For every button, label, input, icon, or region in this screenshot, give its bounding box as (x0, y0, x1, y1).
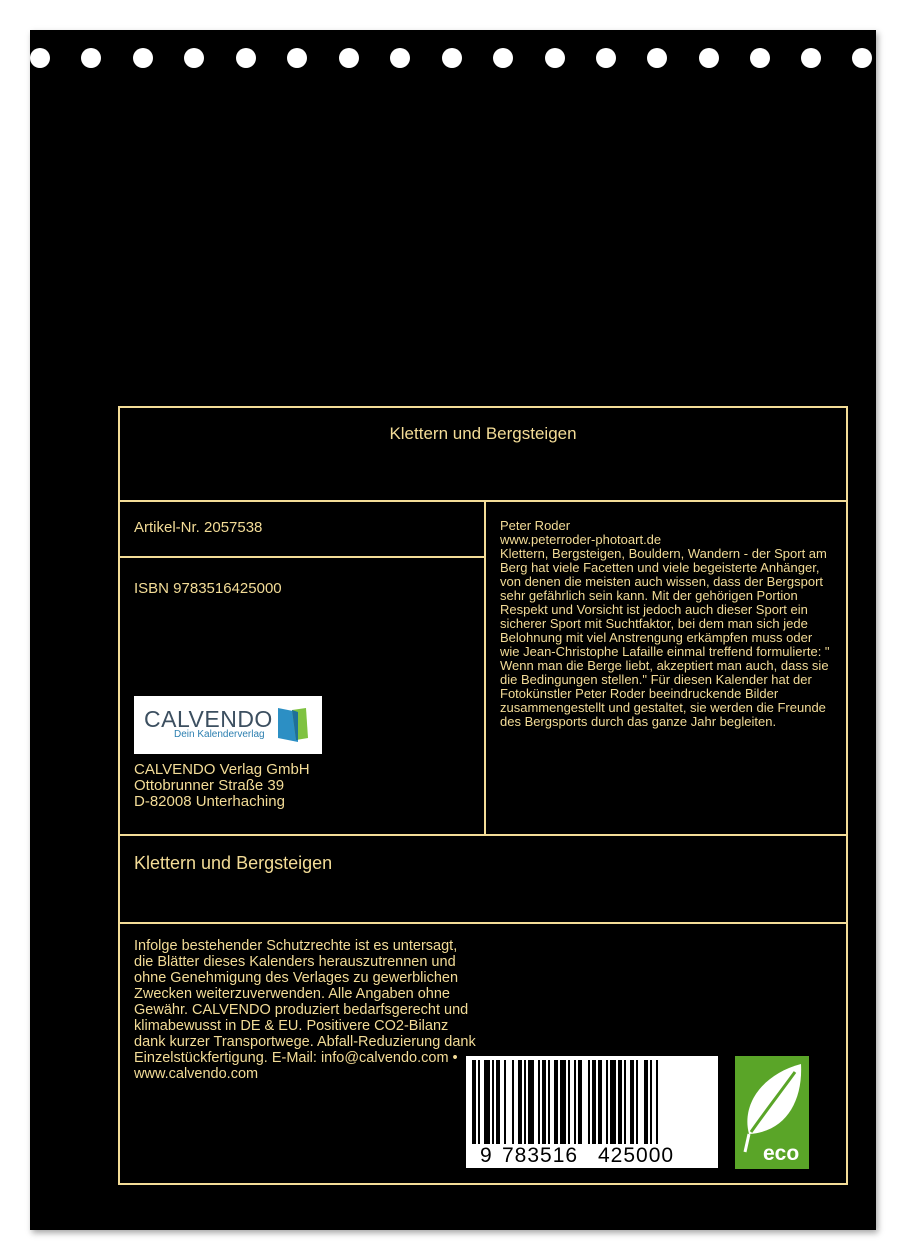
binding-hole (699, 48, 719, 68)
binding-hole (287, 48, 307, 68)
binding-hole (596, 48, 616, 68)
divider-info (120, 834, 846, 836)
barcode-digits-right: 425000 (598, 1144, 675, 1167)
eco-badge (735, 1056, 809, 1169)
calendar-subtitle: Klettern und Bergsteigen (134, 853, 333, 873)
binding-hole (81, 48, 101, 68)
publisher-city: D-82008 Unterhaching (134, 793, 285, 810)
calendar-title: Klettern und Bergsteigen (389, 424, 577, 443)
divider-vertical (484, 500, 486, 836)
barcode-digits-left: 783516 (502, 1144, 579, 1167)
logo-tagline: Dein Kalenderverlag (174, 729, 265, 740)
calendar-description: Klettern, Bergsteigen, Bouldern, Wandern - der Sport am Berg hat viele Facetten und viele begeisterte Anhänger, von denen die meisten auch wissen, dass der Bergsport sehr gefährlich sein kann. Mit der gehörigen Portion Respekt und Vorsicht ist jedoch auch dieser Sport ein sicherer Sport mit Suchtfaktor, bei dem man sich jede Belohnung mit viel Anstrengung erkämpfen muss oder wie Jean-Christophe Lafaille einmal treffend formulierte: " Wenn man die Berge liebt, akzeptiert man auch, dass sie die Bedingungen stellen." Für diesen Kalender hat der Fotokünstler Peter Roder beeindruckende Bilder zusammengestellt und gestaltet, sie werden die Freunde des Bergsports durch das ganze Jahr begleiten. (500, 546, 830, 729)
article-number: Artikel-Nr. 2057538 (134, 519, 263, 536)
calvendo-logo (134, 696, 322, 754)
logo-wordmark: CALVENDO (144, 706, 273, 732)
barcode-digit-first: 9 (480, 1144, 493, 1167)
binding-hole (339, 48, 359, 68)
isbn: ISBN 9783516425000 (134, 580, 282, 597)
isbn-barcode (466, 1056, 718, 1168)
publisher-street: Ottobrunner Straße 39 (134, 777, 285, 794)
binding-hole (493, 48, 513, 68)
divider-title (120, 500, 846, 502)
divider-subtitle (120, 922, 846, 924)
binding-hole (852, 48, 872, 68)
binding-hole (30, 48, 50, 68)
binding-hole (133, 48, 153, 68)
binding-hole (390, 48, 410, 68)
binding-hole (236, 48, 256, 68)
binding-hole (184, 48, 204, 68)
author-block (500, 519, 835, 729)
divider-article (120, 556, 484, 558)
legal-notice: Infolge bestehender Schutzrechte ist es untersagt, die Blätter dieses Kalenders herauszutrennen und ohne Genehmigung des Verlages zu gewerblichen Zwecken weiterzuverwenden. Alle Angaben ohne Gewähr. CALVENDO produziert bedarfsgerecht und klimabewusst in DE & EU. Positivere CO2-Bilanz dank kurzer Transportwege. Abfall-Reduzierung dank Einzelstückfertigung. E-Mail: info@calvendo.com • www.calvendo.com (134, 938, 476, 1082)
barcode-digits (466, 1144, 718, 1168)
binding-hole (442, 48, 462, 68)
binding-hole (647, 48, 667, 68)
publisher-name: CALVENDO Verlag GmbH (134, 761, 310, 778)
author-name: Peter Roder (500, 518, 571, 533)
binding-hole (750, 48, 770, 68)
calendar-page-icon (274, 704, 314, 744)
author-website: www.peterroder-photoart.de (500, 532, 662, 547)
info-panel (118, 406, 848, 1185)
binding-hole (545, 48, 565, 68)
eco-label: eco (763, 1142, 800, 1165)
binding-hole (801, 48, 821, 68)
calendar-back-page (30, 30, 876, 1230)
